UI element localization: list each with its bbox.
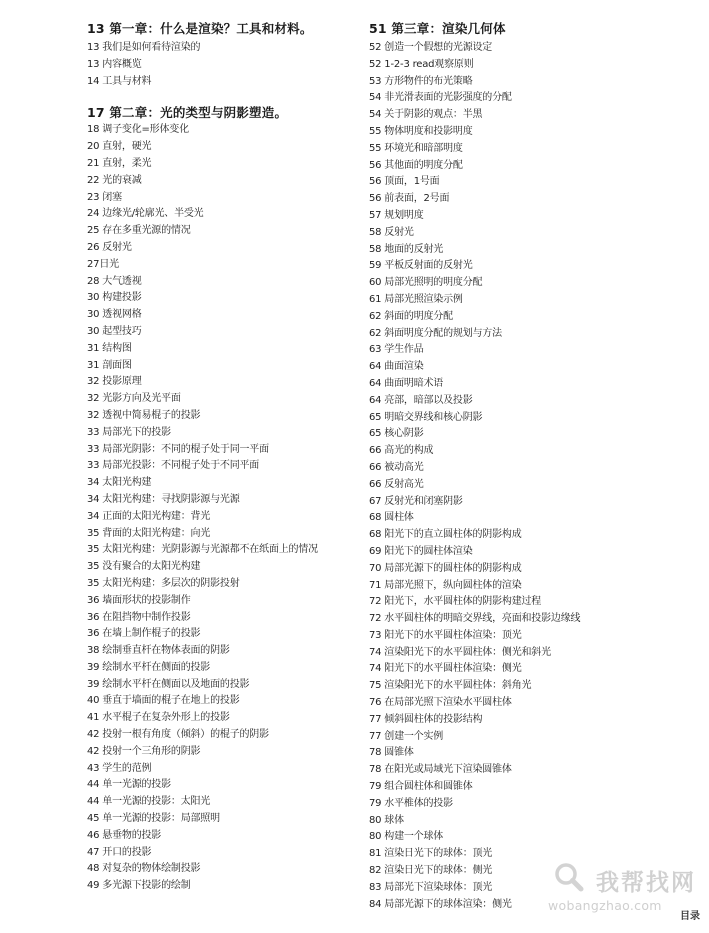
toc-entry: 34 正面的太阳光构建：背光 bbox=[87, 510, 211, 522]
section-gap bbox=[87, 90, 367, 104]
toc-entry: 52 创造一个假想的光源设定 bbox=[369, 42, 493, 53]
magnifier-icon bbox=[554, 862, 584, 892]
toc-entry: 35 背面的太阳光构建：向光 bbox=[87, 527, 211, 539]
toc-entry: 38 绘制垂直杆在物体表面的阴影 bbox=[87, 645, 230, 657]
toc-entry: 42 投射一根有角度（倾斜）的棍子的阴影 bbox=[87, 729, 269, 741]
toc-entry: 57 规划明度 bbox=[369, 209, 424, 221]
toc-entry: 49 多光源下投影的绘制 bbox=[87, 880, 191, 892]
toc-entry: 58 地面的反射光 bbox=[369, 243, 444, 255]
left-column bbox=[87, 20, 367, 895]
toc-entry: 35 太阳光构建：光阴影源与光源都不在纸面上的情况 bbox=[87, 544, 318, 556]
toc-entry: 54 非光滑表面的光影强度的分配 bbox=[369, 92, 512, 104]
chapter1-heading: 13 第一章：什么是渲染？工具和材料。 bbox=[87, 21, 313, 36]
toc-entry: 66 反射高光 bbox=[369, 478, 424, 490]
toc-entry: 32 透视中简易棍子的投影 bbox=[87, 409, 201, 421]
toc-entry: 65 核心阴影 bbox=[369, 428, 424, 440]
toc-entry: 20 直射，硬光 bbox=[87, 141, 152, 153]
toc-entry: 55 环境光和暗部明度 bbox=[369, 142, 463, 154]
toc-entry: 66 高光的构成 bbox=[369, 445, 434, 457]
toc-entry: 81 渲染日光下的球体：顶光 bbox=[369, 848, 493, 860]
toc-entry: 79 组合圆柱体和圆锥体 bbox=[369, 781, 473, 793]
toc-entry: 44 单一光源的投影：太阳光 bbox=[87, 796, 211, 808]
toc-entry: 62 斜面明度分配的规划与方法 bbox=[369, 327, 502, 339]
toc-entry: 78 在阳光或局域光下渲染圆锥体 bbox=[369, 764, 512, 776]
toc-entry: 43 学生的范例 bbox=[87, 762, 152, 774]
toc-entry: 18 调子变化=形体变化 bbox=[87, 124, 189, 136]
toc-entry: 36 在阻挡物中制作投影 bbox=[87, 611, 191, 623]
toc-entry: 33 局部光下的投影 bbox=[87, 426, 171, 438]
toc-entry: 36 墙面形状的投影制作 bbox=[87, 594, 191, 606]
toc-entry: 25 存在多重光源的情况 bbox=[87, 225, 191, 237]
toc-entry: 45 单一光源的投影：局部照明 bbox=[87, 813, 220, 825]
toc-entry: 30 起型技巧 bbox=[87, 325, 142, 337]
toc-entry: 28 大气透视 bbox=[87, 275, 142, 287]
chapter2-heading: 17 第二章：光的类型与阴影塑造。 bbox=[87, 105, 288, 121]
toc-entry: 31 结构图 bbox=[87, 342, 132, 354]
toc-entry: 77 创建一个实例 bbox=[369, 730, 444, 742]
toc-entry: 22 光的衰减 bbox=[87, 174, 142, 186]
toc-entry: 80 构建一个球体 bbox=[369, 831, 444, 843]
toc-entry: 21 直射，柔光 bbox=[87, 157, 152, 169]
toc-entry: 59 平板反射面的反射光 bbox=[369, 260, 473, 272]
toc-entry: 39 绘制水平杆在侧面以及地面的投影 bbox=[87, 678, 250, 690]
toc-entry: 31 剖面图 bbox=[87, 359, 132, 371]
toc-entry: 76 在局部光照下渲染水平圆柱体 bbox=[369, 697, 512, 709]
toc-entry: 68 圆柱体 bbox=[369, 512, 414, 524]
toc-entry: 30 构建投影 bbox=[87, 292, 142, 304]
toc-entry: 34 太阳光构建：寻找阴影源与光源 bbox=[87, 493, 240, 505]
toc-entry: 65 明暗交界线和核心阴影 bbox=[369, 411, 483, 423]
toc-entry: 83 局部光下渲染球体：顶光 bbox=[369, 881, 493, 893]
toc-entry: 62 斜面的明度分配 bbox=[369, 310, 453, 322]
chapter3-heading: 51 第三章：渲染几何体 bbox=[369, 21, 506, 36]
toc-entry: 80 球体 bbox=[369, 814, 404, 826]
toc-entry: 84 局部光源下的球体渲染：侧光 bbox=[369, 898, 512, 910]
toc-entry: 66 被动高光 bbox=[369, 461, 424, 473]
toc-entry: 82 渲染日光下的球体：侧光 bbox=[369, 865, 493, 877]
toc-entry: 35 没有聚合的太阳光构建 bbox=[87, 561, 201, 573]
toc-entry: 24 边缘光/轮廓光、半受光 bbox=[87, 208, 204, 220]
toc-entry: 34 太阳光构建 bbox=[87, 477, 152, 489]
toc-entry: 55 物体明度和投影明度 bbox=[369, 125, 473, 137]
toc-entry: 74 阳光下的水平圆柱体渲染：侧光 bbox=[369, 663, 522, 675]
toc-entry: 61 局部光照渲染示例 bbox=[369, 293, 463, 305]
toc-entry: 42 投射一个三角形的阴影 bbox=[87, 745, 201, 757]
toc-entry: 35 太阳光构建：多层次的阴影投射 bbox=[87, 577, 240, 589]
chapter1-list bbox=[87, 40, 367, 90]
toc-entry: 46 悬垂物的投影 bbox=[87, 829, 162, 841]
toc-entry: 69 阳光下的圆柱体渲染 bbox=[369, 545, 473, 557]
toc-entry: 53 方形物件的布光策略 bbox=[369, 75, 473, 87]
toc-entry: 13 内容概览 bbox=[87, 58, 142, 70]
toc-entry: 77 倾斜圆柱体的投影结构 bbox=[369, 713, 483, 725]
toc-entry: 47 开口的投影 bbox=[87, 846, 152, 858]
toc-entry: 56 前表面，2号面 bbox=[369, 193, 450, 205]
toc-entry: 58 反射光 bbox=[369, 226, 414, 238]
toc-entry: 70 局部光源下的圆柱体的阴影构成 bbox=[369, 562, 522, 574]
toc-entry: 67 反射光和闭塞阴影 bbox=[369, 495, 463, 507]
right-column bbox=[369, 20, 669, 913]
toc-entry: 72 阳光下，水平圆柱体的阴影构建过程 bbox=[369, 596, 542, 608]
toc-entry: 64 曲面明暗术语 bbox=[369, 377, 444, 389]
toc-entry: 63 学生作品 bbox=[369, 344, 424, 356]
toc-entry: 13 我们是如何看待渲染的 bbox=[87, 42, 201, 53]
toc-entry: 32 光影方向及光平面 bbox=[87, 393, 181, 405]
toc-entry: 36 在墙上制作棍子的投影 bbox=[87, 628, 201, 640]
toc-entry: 79 水平椎体的投影 bbox=[369, 797, 453, 809]
toc-entry: 72 水平圆柱体的明暗交界线，亮面和投影边缘线 bbox=[369, 613, 581, 625]
watermark-url: wobangzhao.com bbox=[548, 898, 662, 913]
corner-label: 目录 bbox=[680, 911, 700, 922]
toc-entry: 23 闭塞 bbox=[87, 191, 122, 203]
toc-entry: 64 曲面渲染 bbox=[369, 361, 424, 373]
chapter3-list bbox=[369, 40, 669, 913]
toc-entry: 32 投影原理 bbox=[87, 376, 142, 388]
chapter2-list bbox=[87, 122, 367, 895]
toc-entry: 68 阳光下的直立圆柱体的阴影构成 bbox=[369, 529, 522, 541]
toc-entry: 56 顶面，1号面 bbox=[369, 176, 440, 188]
toc-entry: 26 反射光 bbox=[87, 241, 132, 253]
toc-entry: 71 局部光照下，纵向圆柱体的渲染 bbox=[369, 579, 522, 591]
watermark-title: 我帮找网 bbox=[596, 870, 696, 896]
toc-entry: 41 水平棍子在复杂外形上的投影 bbox=[87, 712, 230, 724]
toc-entry: 52 1-2-3 read观察原则 bbox=[369, 58, 474, 70]
toc-entry: 27日光 bbox=[87, 258, 119, 270]
toc-entry: 14 工具与材料 bbox=[87, 75, 152, 87]
toc-entry: 54 关于阴影的观点：半黑 bbox=[369, 109, 483, 121]
toc-entry: 44 单一光源的投影 bbox=[87, 779, 171, 791]
toc-entry: 33 局部光阴影：不同的棍子处于同一平面 bbox=[87, 443, 269, 455]
toc-entry: 48 对复杂的物体绘制投影 bbox=[87, 863, 201, 875]
toc-entry: 64 亮部，暗部以及投影 bbox=[369, 394, 473, 406]
toc-entry: 39 绘制水平杆在侧面的投影 bbox=[87, 661, 211, 673]
toc-entry: 74 渲染阳光下的水平圆柱体：侧光和斜光 bbox=[369, 646, 551, 658]
toc-entry: 73 阳光下的水平圆柱体渲染：顶光 bbox=[369, 629, 522, 641]
toc-entry: 30 透视网格 bbox=[87, 309, 142, 321]
toc-entry: 56 其他面的明度分配 bbox=[369, 159, 463, 171]
toc-entry: 78 圆锥体 bbox=[369, 747, 414, 759]
toc-entry: 33 局部光投影：不同棍子处于不同平面 bbox=[87, 460, 260, 472]
toc-entry: 60 局部光照明的明度分配 bbox=[369, 277, 483, 289]
toc-entry: 75 渲染阳光下的水平圆柱体：斜角光 bbox=[369, 680, 532, 692]
toc-entry: 40 垂直于墙面的棍子在地上的投影 bbox=[87, 695, 240, 707]
